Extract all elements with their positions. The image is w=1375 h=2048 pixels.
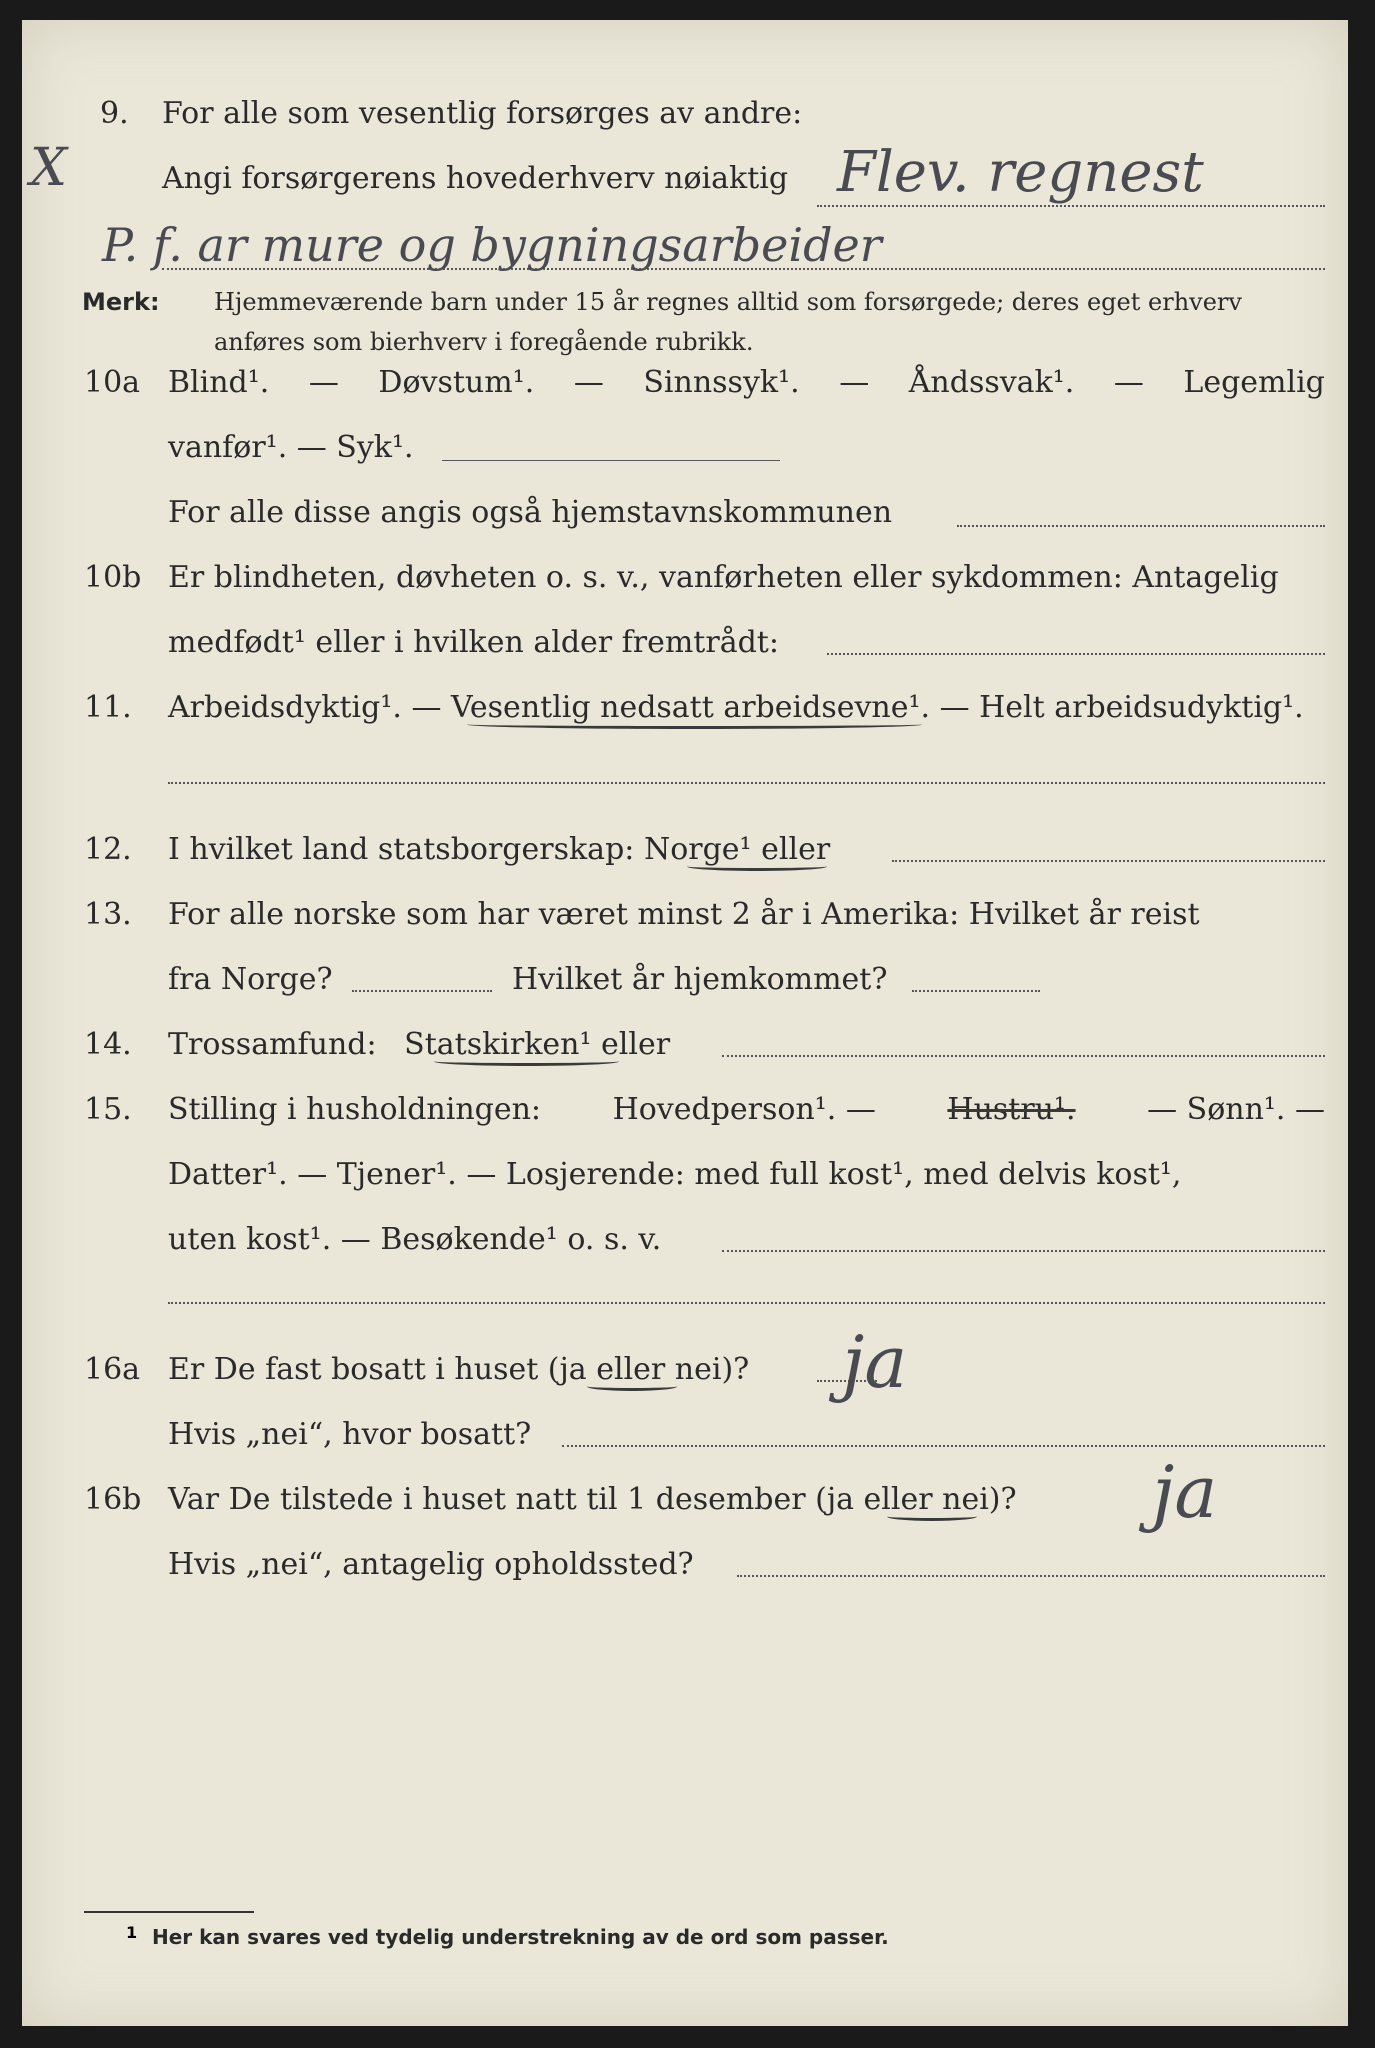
q11-option-udyktig: — Helt arbeidsudyktig¹. [939,690,1304,725]
q15-option-hovedperson: Hovedperson¹. — [612,1092,876,1127]
q16a-number: 16a [84,1352,141,1387]
q15-answer-line1 [722,1250,1325,1252]
q14-underline-mark [434,1057,619,1066]
q9-line2: Angi forsørgerens hovederhverv nøiaktig [162,161,789,196]
q13-line2b: Hvilket år hjemkommet? [512,962,888,997]
q14-answer-line [722,1055,1325,1057]
q10a-kommune-line [957,525,1325,527]
q9-answer-line1 [817,205,1325,207]
footnote-mark: 1 [126,1923,138,1942]
q15-option-sonn: — Sønn¹. — [1147,1092,1325,1127]
footnote-rule [84,1911,254,1913]
q15-label: Stilling i husholdningen: [168,1092,542,1127]
q10a-option-dovstum: Døvstum¹. [378,365,535,400]
q11-option-nedsatt: Vesentlig nedsatt arbeidsevne¹. [451,690,931,725]
q11-answer-line [168,782,1325,784]
q16b-handwritten-answer: ja [1152,1450,1218,1534]
q10a-option-legemlig: Legemlig [1183,365,1325,400]
merk-line2: anføres som bierhverv i foregående rubrikk. [214,328,754,356]
q13-line2a: fra Norge? [168,962,333,997]
q11-underline-mark [467,720,922,729]
q16a-underline-mark [587,1382,677,1391]
q15-line2: Datter¹. — Tjener¹. — Losjerende: med full kost¹, med delvis kost¹, [168,1157,1182,1192]
q10a-answer-line [442,460,780,461]
q16a-line1: Er De fast bosatt i huset (ja eller nei)? [168,1352,750,1387]
q14-line [168,1027,670,1062]
q12-option-eller: eller [761,832,831,867]
q9-number: 9. [100,96,129,131]
q10a-option-andssvak: Åndssvak¹. [908,365,1075,400]
q10a-line2: vanfør¹. — Syk¹. [168,430,414,465]
q10b-line1: Er blindheten, døvheten o. s. v., vanførheten eller sykdommen: Antagelig [168,560,1279,595]
q9-handwritten-occupation: Flev. regnest [837,140,1204,205]
q16b-line2: Hvis „nei“, antagelig opholdssted? [168,1547,694,1582]
q15-option-hustru: Hustru¹. [947,1092,1076,1127]
q11-number: 11. [84,690,132,725]
q10b-number: 10b [84,560,142,595]
merk-label: Merk: [82,288,160,316]
q13-line1: For alle norske som har været minst 2 år i Amerika: Hvilket år reist [168,897,1200,932]
q10b-answer-line [827,653,1325,655]
q12-option-norge: Norge¹ [643,832,752,867]
q16b-line1: Var De tilstede i huset natt til 1 desember (ja eller nei)? [168,1482,1017,1517]
q14-label: Trossamfund: [168,1027,377,1062]
q16b-opholdssted-line [737,1575,1325,1577]
q10a-dash: — [1113,365,1144,400]
q13-reist-line [352,990,492,992]
q10a-line1 [168,365,1325,400]
footnote-text: Her kan svares ved tydelig understrekning av de ord som passer. [152,1925,889,1949]
q14-option-eller: eller [601,1027,671,1062]
q16a-line2: Hvis „nei“, hvor bosatt? [168,1417,532,1452]
q16a-handwritten-answer: ja [842,1320,908,1404]
q15-line3: uten kost¹. — Besøkende¹ o. s. v. [168,1222,662,1257]
q16b-underline-mark [887,1512,977,1521]
q16b-number: 16b [84,1482,142,1517]
q14-option-statskirken: Statskirken¹ [404,1027,592,1062]
q12-label: I hvilket land statsborgerskap: [168,832,635,867]
q10a-dash: — [573,365,604,400]
q12-underline-mark [687,862,827,871]
q10a-dash: — [308,365,339,400]
q10a-line3: For alle disse angis også hjemstavnskommunen [168,495,893,530]
q12-number: 12. [84,832,132,867]
q11-option-arbeidsdyktig: Arbeidsdyktig¹. — [168,690,442,725]
q14-number: 14. [84,1027,132,1062]
q9-answer-line2 [162,268,1325,270]
q9-handwritten-detail: P. f. ar mure og bygningsarbeider [102,218,882,272]
q10a-number: 10a [84,365,141,400]
q15-answer-line2 [168,1302,1325,1304]
q12-answer-line [892,860,1325,862]
q10a-option-sinnssyk: Sinnssyk¹. [643,365,800,400]
q13-hjemkommet-line [912,990,1040,992]
q16a-bosatt-line [562,1445,1325,1447]
q9-line1: For alle som vesentlig forsørges av andre: [162,96,803,131]
margin-mark: X [30,138,68,198]
census-form-page [22,20,1348,2026]
merk-line1: Hjemmeværende barn under 15 år regnes alltid som forsørgede; deres eget erhverv [214,288,1242,316]
q10a-option-blind: Blind¹. [168,365,270,400]
q15-line1 [168,1092,1325,1127]
q10b-line2: medfødt¹ eller i hvilken alder fremtrådt: [168,625,779,660]
q10a-dash: — [839,365,870,400]
q15-number: 15. [84,1092,132,1127]
q13-number: 13. [84,897,132,932]
